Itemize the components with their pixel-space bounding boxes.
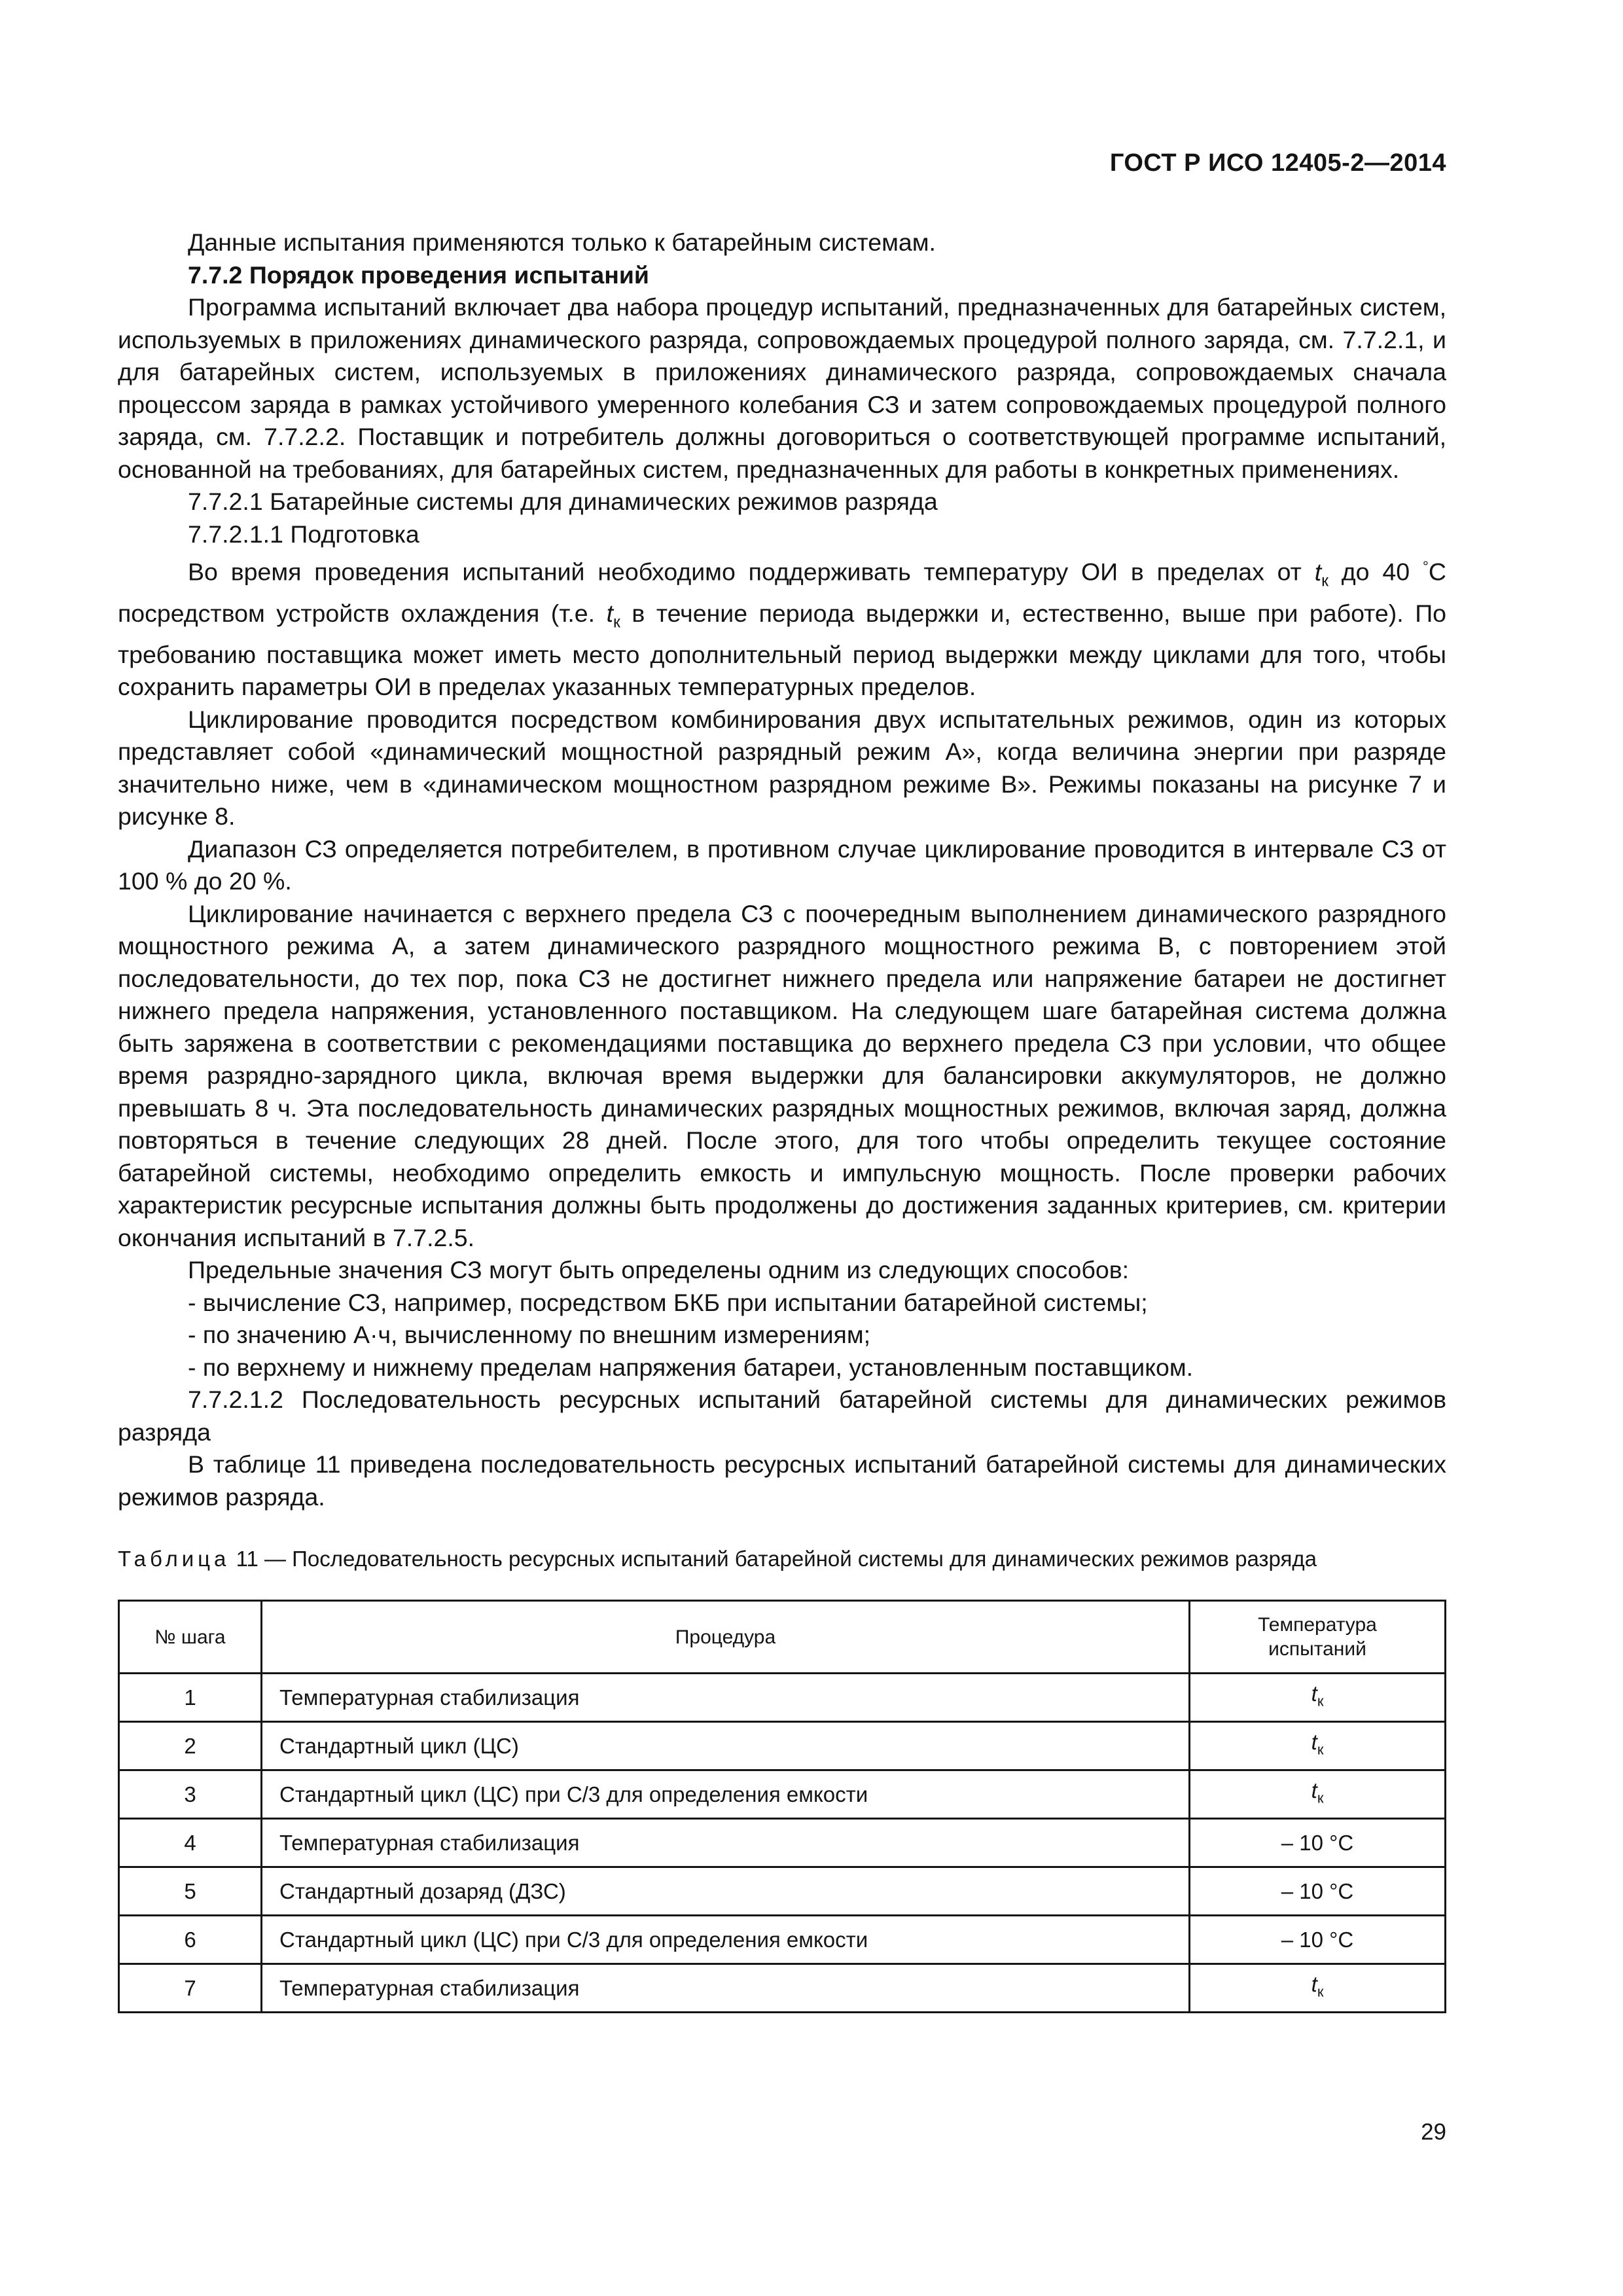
text-run: С посредством устройств охлаждения (т.е. <box>118 558 1447 627</box>
cell-procedure: Температурная стабилизация <box>262 1674 1190 1722</box>
section-heading: 7.7.2 Порядок проведения испытаний <box>188 260 649 289</box>
list-item: - вычисление СЗ, например, посредством БКБ при испытании батарейной системы; <box>188 1288 1148 1316</box>
subsection-heading: 7.7.2.1 Батарейные системы для динамических режимов разряда <box>188 488 938 515</box>
cell-procedure: Стандартный дозаряд (ДЗС) <box>262 1867 1190 1916</box>
document-number: ГОСТ Р ИСО 12405-2—2014 <box>1109 149 1446 177</box>
temperature-symbol: $t_к$ <box>1311 1729 1324 1758</box>
paragraph: Циклирование проводится посредством комбинирования двух испытательных режимов, один из которых представляет собой «динамический мощностной разрядный режим А», когда величина энергии при разряде значительно ниже, чем в «динамическом мощностном разрядном режиме В». Режимы показаны на рисунке 7 и рисунке 8. <box>118 705 1446 830</box>
cell-temperature <box>1190 1770 1446 1819</box>
table-row <box>119 1770 1446 1819</box>
cell-step: 5 <box>119 1867 262 1916</box>
cell-step: 4 <box>119 1819 262 1867</box>
cell-temperature: – 10 °С <box>1190 1916 1446 1964</box>
cell-step: 1 <box>119 1674 262 1722</box>
temperature-symbol: $t_к$ <box>1314 558 1329 590</box>
table-row <box>119 1867 1446 1916</box>
paragraph: Данные испытания применяются только к батарейным системам. <box>188 228 936 256</box>
paragraph: Циклирование начинается с верхнего предела СЗ с поочередным выполнением динамического разрядного мощностного режима А, а затем динамического разрядного мощностного режима В, с повторением этой последовательности, до тех пор, пока СЗ не достигнет нижнего предела или напряжение батареи не достигнет нижнего предела напряжения, установленного поставщиком. На следующем шаге батарейная система должна быть заряжена в соответствии с рекомендациями поставщика до верхнего предела СЗ при условии, что общее время разрядно-зарядного цикла, включая время выдержки для балансировки аккумуляторов, не должно превышать 8 ч. Эта последовательность динамических разрядных мощностных режимов, включая заряд, должна повторяться в течение следующих 28 дней. После этого, для того чтобы определить текущее состояние батарейной системы, необходимо определить емкость и импульсную мощность. После проверки рабочих характеристик ресурсные испытания должны быть продолжены до достижения заданных критериев, см. критерии окончания испытаний в 7.7.2.5. <box>118 899 1446 1251</box>
cell-step: 6 <box>119 1916 262 1964</box>
table-row <box>119 1674 1446 1722</box>
paragraph: В таблице 11 приведена последовательность ресурсных испытаний батарейной системы для динамических режимов разряда. <box>118 1450 1446 1511</box>
temperature-symbol: $t_к$ <box>1311 1681 1324 1710</box>
cell-procedure: Температурная стабилизация <box>262 1819 1190 1867</box>
degree-sign: ° <box>1422 558 1429 575</box>
text-run: Во время проведения испытаний необходимо поддерживать температуру ОИ в пределах от <box>188 558 1302 586</box>
cell-procedure: Стандартный цикл (ЦС) <box>262 1722 1190 1770</box>
table-row <box>119 1722 1446 1770</box>
column-header-temperature: Температура испытаний <box>1190 1601 1446 1674</box>
paragraph: Программа испытаний включает два набора процедур испытаний, предназначенных для батарейных систем, используемых в приложениях динамического разряда, сопровождаемых процедурой полного заряда, см. 7.7.2.1, и для батарейных систем, используемых в приложениях динамического разряда, сопровождаемых сначала процессом заряда в рамках устойчивого умеренного колебания СЗ и затем сопровождаемых процедурой полного заряда, см. 7.7.2.2. Поставщик и потребитель должны договориться о соответствующей программе испытаний, основанной на требованиях, для батарейных систем, предназначенных для работы в конкретных применениях. <box>118 293 1446 483</box>
paragraph: Предельные значения СЗ могут быть определены одним из следующих способов: <box>188 1256 1130 1283</box>
text-run: в течение периода выдержки и, естественно, выше при работе). По требованию поставщика может иметь место дополнительный период выдержки между циклами для того, чтобы сохранить параметры ОИ в пределах указанных температурных пределов. <box>118 599 1447 700</box>
list-item: - по верхнему и нижнему пределам напряжения батареи, установленным поставщиком. <box>188 1353 1194 1381</box>
paragraph-temperature <box>118 550 1446 704</box>
subsection-heading: 7.7.2.1.2 Последовательность ресурсных испытаний батарейной системы для динамических режимов разряда <box>118 1386 1446 1446</box>
page-number: 29 <box>1421 2119 1446 2145</box>
temperature-symbol: $t_к$ <box>1311 1971 1324 2000</box>
cell-temperature <box>1190 1674 1446 1722</box>
page-content <box>118 226 1446 2013</box>
table-header-row <box>119 1601 1446 1674</box>
cell-temperature: – 10 °С <box>1190 1819 1446 1867</box>
cell-procedure: Стандартный цикл (ЦС) при С/3 для определения емкости <box>262 1770 1190 1819</box>
table-body <box>119 1674 1446 2013</box>
table-caption-label: Таблица <box>118 1547 230 1571</box>
table-caption-text: 11 — Последовательность ресурсных испытаний батарейной системы для динамических режимов разряда <box>236 1547 1317 1571</box>
cell-procedure: Стандартный цикл (ЦС) при С/3 для определения емкости <box>262 1916 1190 1964</box>
cell-temperature <box>1190 1722 1446 1770</box>
temperature-symbol: $t_к$ <box>1311 1778 1324 1806</box>
cell-step: 3 <box>119 1770 262 1819</box>
test-sequence-table <box>118 1600 1446 2013</box>
cell-step: 2 <box>119 1722 262 1770</box>
subsection-heading: 7.7.2.1.1 Подготовка <box>188 520 419 548</box>
list-item: - по значению А·ч, вычисленному по внешним измерениям; <box>188 1321 871 1348</box>
table-row <box>119 1916 1446 1964</box>
cell-step: 7 <box>119 1964 262 2013</box>
temperature-symbol: $t_к$ <box>606 599 620 631</box>
text-run: до 40 <box>1341 558 1410 586</box>
table-row <box>119 1819 1446 1867</box>
cell-temperature: – 10 °С <box>1190 1867 1446 1916</box>
column-header-step: № шага <box>119 1601 262 1674</box>
table-row <box>119 1964 1446 2013</box>
cell-temperature <box>1190 1964 1446 2013</box>
paragraph: Диапазон СЗ определяется потребителем, в противном случае циклирование проводится в интервале СЗ от 100 % до 20 %. <box>118 834 1446 895</box>
column-header-procedure: Процедура <box>262 1601 1190 1674</box>
cell-procedure: Температурная стабилизация <box>262 1964 1190 2013</box>
table-caption <box>118 1545 1446 1572</box>
